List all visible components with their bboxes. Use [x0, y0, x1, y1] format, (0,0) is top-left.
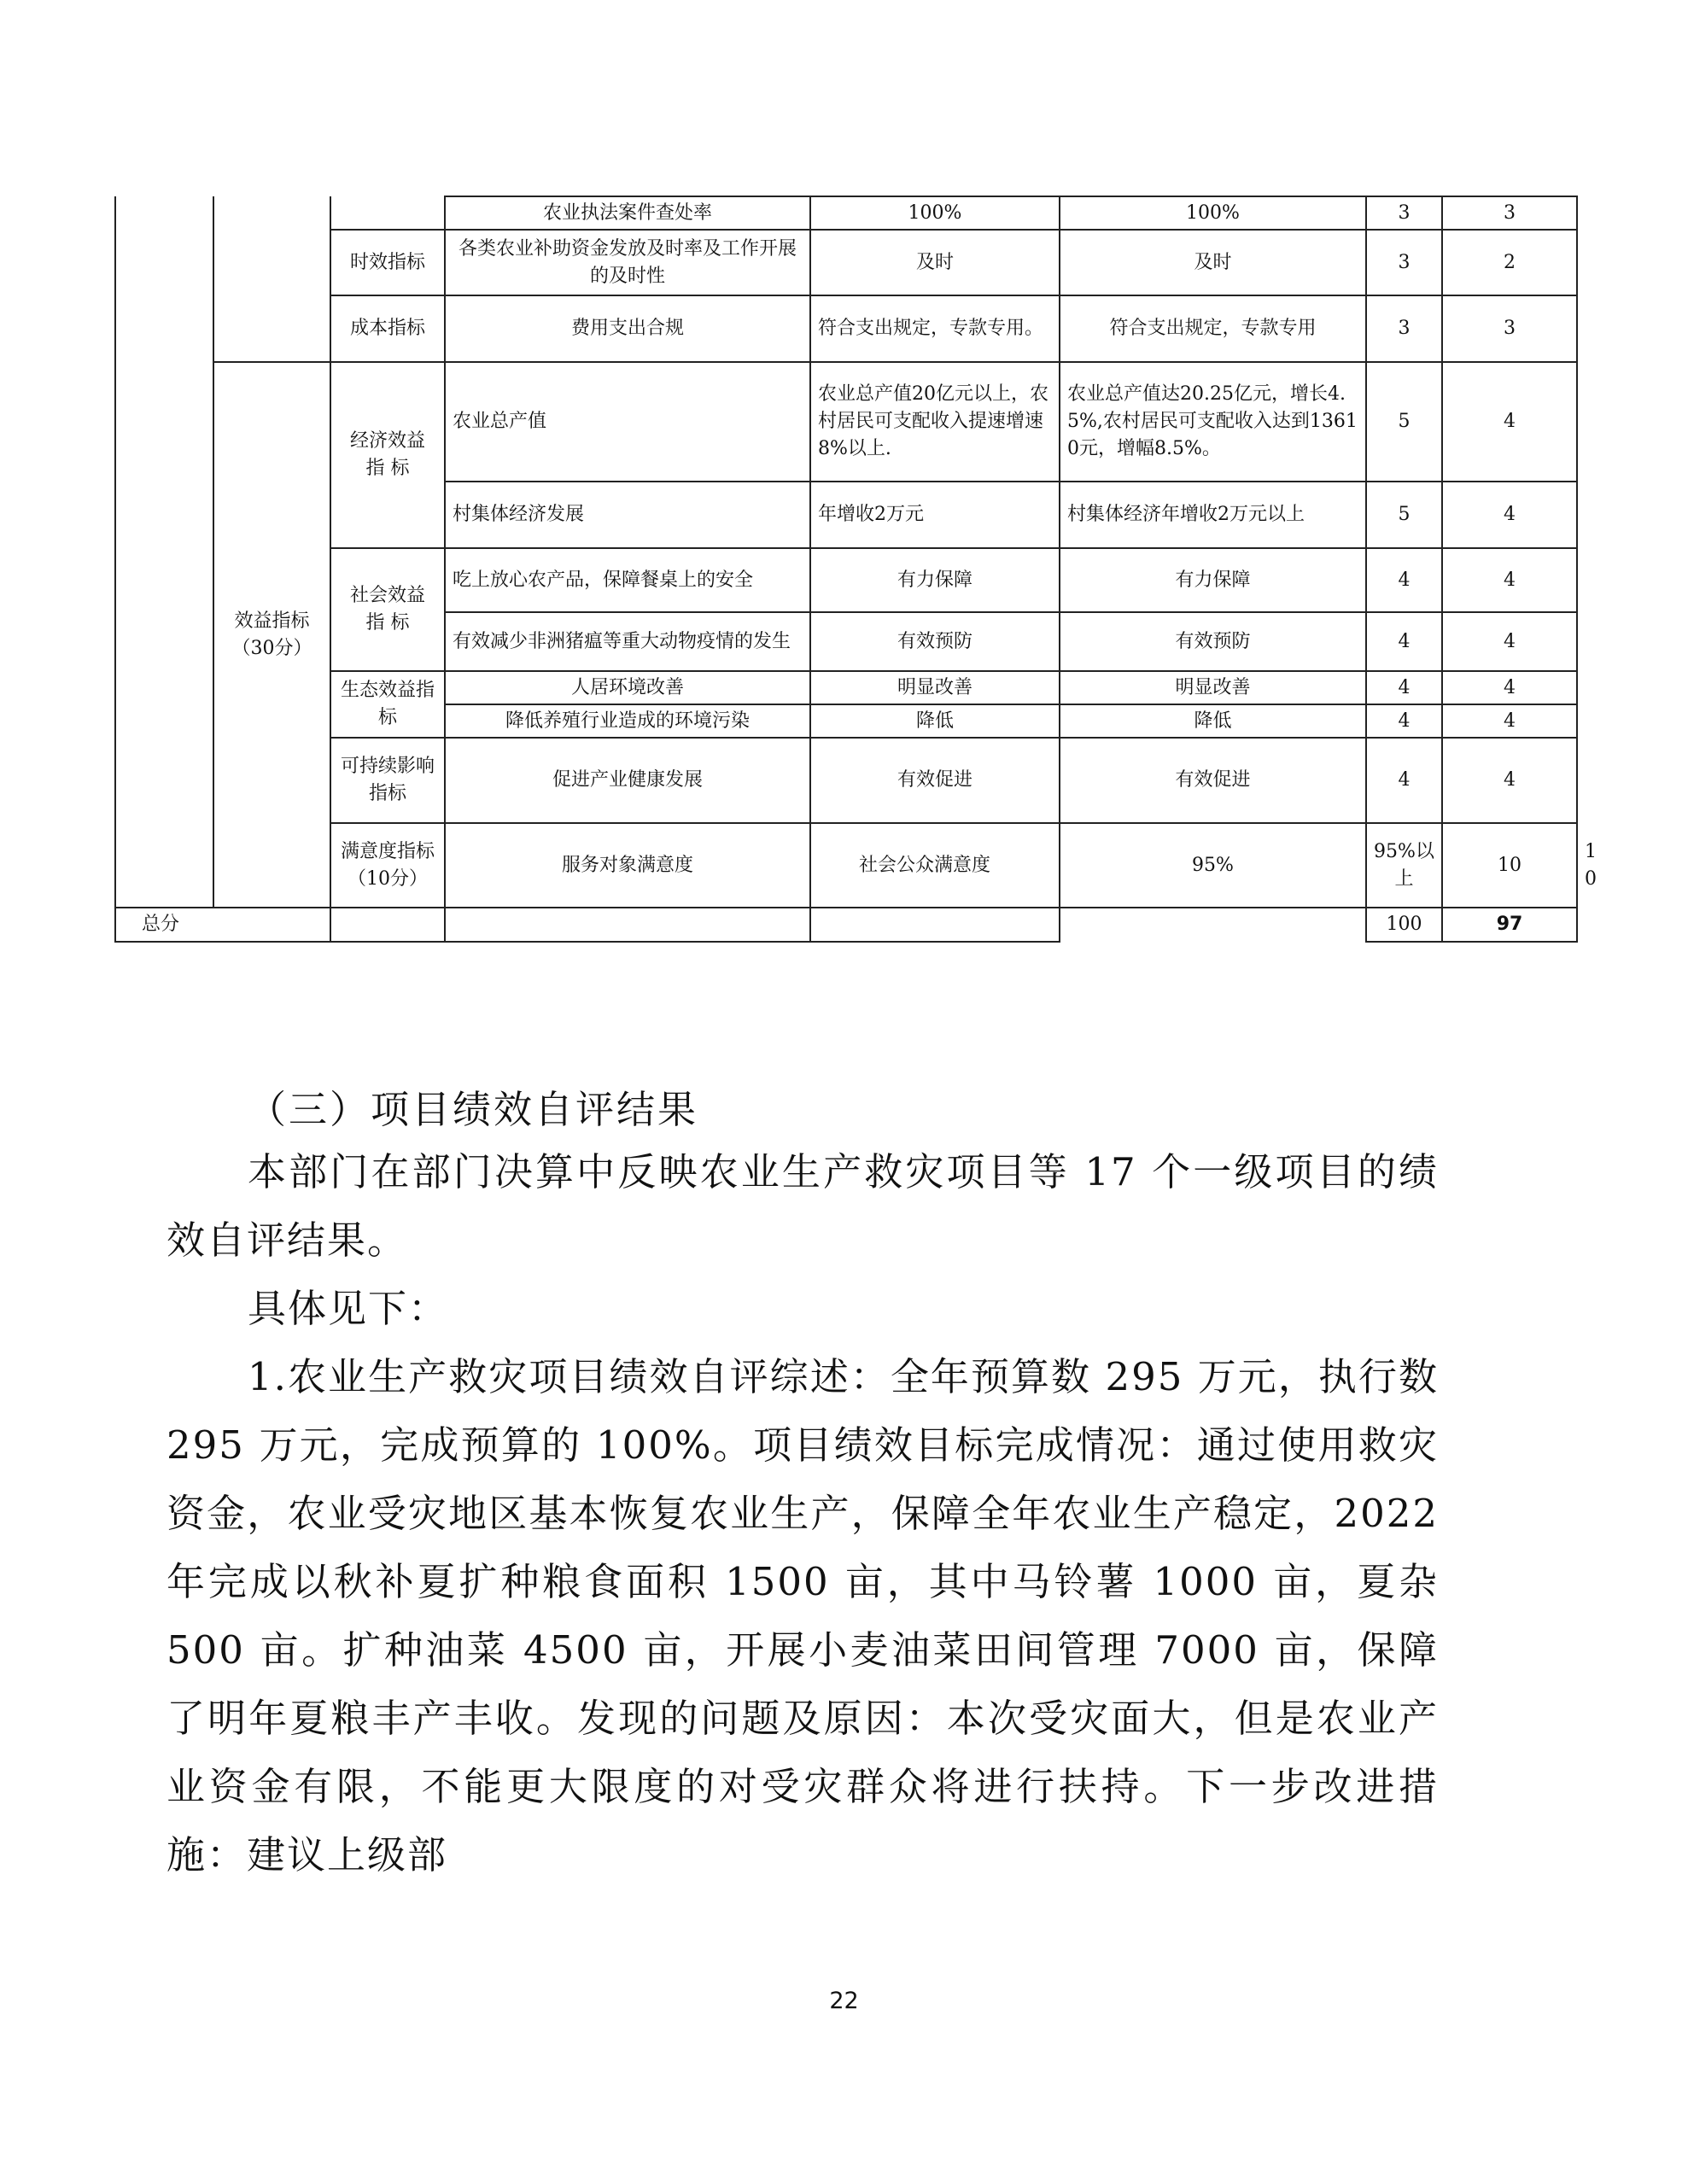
target-cell: 有力保障	[810, 548, 1060, 612]
table-row	[115, 738, 1577, 823]
table-row	[115, 548, 1577, 612]
target-cell: 明显改善	[810, 671, 1060, 704]
category-cell: 效益指标（30分）	[213, 362, 330, 908]
paragraph-3: 1.农业生产救灾项目绩效自评综述：全年预算数 295 万元，执行数 295 万元，完成预算的 100%。项目绩效目标完成情况：通过使用救灾资金，农业受灾地区基本恢复农业生产，保障全年农业生产稳定，2022 年完成以秋补夏扩种粮食面积 1500 亩，其中马铃薯 1000 亩，夏杂 500 亩。扩种油菜 4500 亩，开展小麦油菜田间管理 7000 亩，保障了明年夏粮丰产丰收。发现的问题及原因：本次受灾面大，但是农业产业资金有限，不能更大限度的对受灾群众将进行扶持。下一步改进措施：建议上级部	[166, 1354, 1439, 1877]
score-cell: 3	[1442, 196, 1577, 230]
score-cell: 4	[1442, 738, 1577, 823]
category-cell	[213, 196, 330, 362]
paragraphs	[166, 1138, 1439, 1889]
table-row	[115, 295, 1577, 362]
target-cell: 有效预防	[810, 612, 1060, 671]
score-cell: 4	[1442, 671, 1577, 704]
score-cell: 4	[1442, 482, 1577, 548]
indicator-cell: 促进产业健康发展	[445, 738, 810, 823]
sub-indicator-cell: 生态效益指标	[330, 671, 445, 738]
score-cell: 3	[1442, 295, 1577, 362]
target-cell: 100%	[810, 196, 1060, 230]
weight-cell: 5	[1366, 482, 1442, 548]
level1-cell	[115, 196, 213, 908]
actual-cell: 村集体经济年增收2万元以上	[1060, 482, 1366, 548]
score-cell: 4	[1442, 612, 1577, 671]
weight-cell: 4	[1366, 671, 1442, 704]
indicator-cell: 各类农业补助资金发放及时率及工作开展的及时性	[445, 230, 810, 295]
indicator-cell: 人居环境改善	[445, 671, 810, 704]
score-cell: 4	[1442, 548, 1577, 612]
weight-cell: 3	[1366, 230, 1442, 295]
weight-cell: 3	[1366, 295, 1442, 362]
weight-cell: 4	[1366, 704, 1442, 738]
actual-cell: 有效促进	[1060, 738, 1366, 823]
paragraph-1: 本部门在部门决算中反映农业生产救灾项目等 17 个一级项目的绩效自评结果。	[166, 1149, 1439, 1263]
actual-cell: 符合支出规定，专款专用	[1060, 295, 1366, 362]
target-cell: 年增收2万元	[810, 482, 1060, 548]
sub-indicator-cell: 可持续影响指标	[330, 738, 445, 823]
target-cell: 农业总产值20亿元以上，农村居民可支配收入提速增速8%以上.	[810, 362, 1060, 482]
score-cell: 2	[1442, 230, 1577, 295]
paragraph-2: 具体见下：	[248, 1286, 449, 1331]
empty-cell	[445, 908, 810, 942]
empty-cell	[1060, 908, 1366, 942]
empty-cell	[330, 908, 445, 942]
section-heading: （三）项目绩效自评结果	[248, 1087, 699, 1132]
target-cell: 降低	[810, 704, 1060, 738]
total-score: 97	[1442, 908, 1577, 942]
sub-indicator-cell	[330, 196, 445, 230]
indicator-cell: 村集体经济发展	[445, 482, 810, 548]
indicator-cell: 降低养殖行业造成的环境污染	[445, 704, 810, 738]
indicator-cell: 有效减少非洲猪瘟等重大动物疫情的发生	[445, 612, 810, 671]
weight-cell: 4	[1366, 738, 1442, 823]
indicator-cell: 费用支出合规	[445, 295, 810, 362]
actual-cell: 降低	[1060, 704, 1366, 738]
weight-cell: 3	[1366, 196, 1442, 230]
total-label: 总分	[115, 908, 330, 942]
actual-cell: 95%以上	[1366, 823, 1442, 908]
weight-cell: 5	[1366, 362, 1442, 482]
actual-cell: 有力保障	[1060, 548, 1366, 612]
indicator-cell: 吃上放心农产品，保障餐桌上的安全	[445, 548, 810, 612]
empty-cell	[810, 908, 1060, 942]
sub-indicator-cell: 经济效益 指 标	[330, 362, 445, 548]
weight-cell: 10	[1442, 823, 1577, 908]
sub-indicator-cell: 成本指标	[330, 295, 445, 362]
table-row	[115, 196, 1577, 230]
table-row	[115, 230, 1577, 295]
indicator-cell: 社会公众满意度	[810, 823, 1060, 908]
performance-indicator-table	[114, 196, 1597, 943]
actual-cell: 有效预防	[1060, 612, 1366, 671]
weight-cell: 4	[1366, 612, 1442, 671]
actual-cell: 100%	[1060, 196, 1366, 230]
total-row	[115, 908, 1577, 942]
target-cell: 符合支出规定，专款专用。	[810, 295, 1060, 362]
target-cell: 有效促进	[810, 738, 1060, 823]
target-cell: 及时	[810, 230, 1060, 295]
indicator-cell: 农业总产值	[445, 362, 810, 482]
table-row: 满意度指标（10分） 服务对象满意度 社会公众满意度 95% 95%以上 10 10	[115, 823, 1577, 908]
actual-cell: 农业总产值达20.25亿元，增长4.5%,农村居民可支配收入达到13610元，增幅8.5%。	[1060, 362, 1366, 482]
actual-cell: 明显改善	[1060, 671, 1366, 704]
table-row	[115, 671, 1577, 704]
actual-cell: 及时	[1060, 230, 1366, 295]
score-cell: 4	[1442, 362, 1577, 482]
sub-indicator-cell: 时效指标	[330, 230, 445, 295]
target-cell: 95%	[1060, 823, 1366, 908]
indicator-cell: 农业执法案件查处率	[445, 196, 810, 230]
page-number: 22	[829, 1988, 859, 2014]
weight-cell: 4	[1366, 548, 1442, 612]
table-row	[115, 362, 1577, 482]
sub-indicator-cell: 服务对象满意度	[445, 823, 810, 908]
category-cell: 满意度指标（10分）	[330, 823, 445, 908]
score-cell: 4	[1442, 704, 1577, 738]
total-weight: 100	[1366, 908, 1442, 942]
sub-indicator-cell: 社会效益 指 标	[330, 548, 445, 671]
